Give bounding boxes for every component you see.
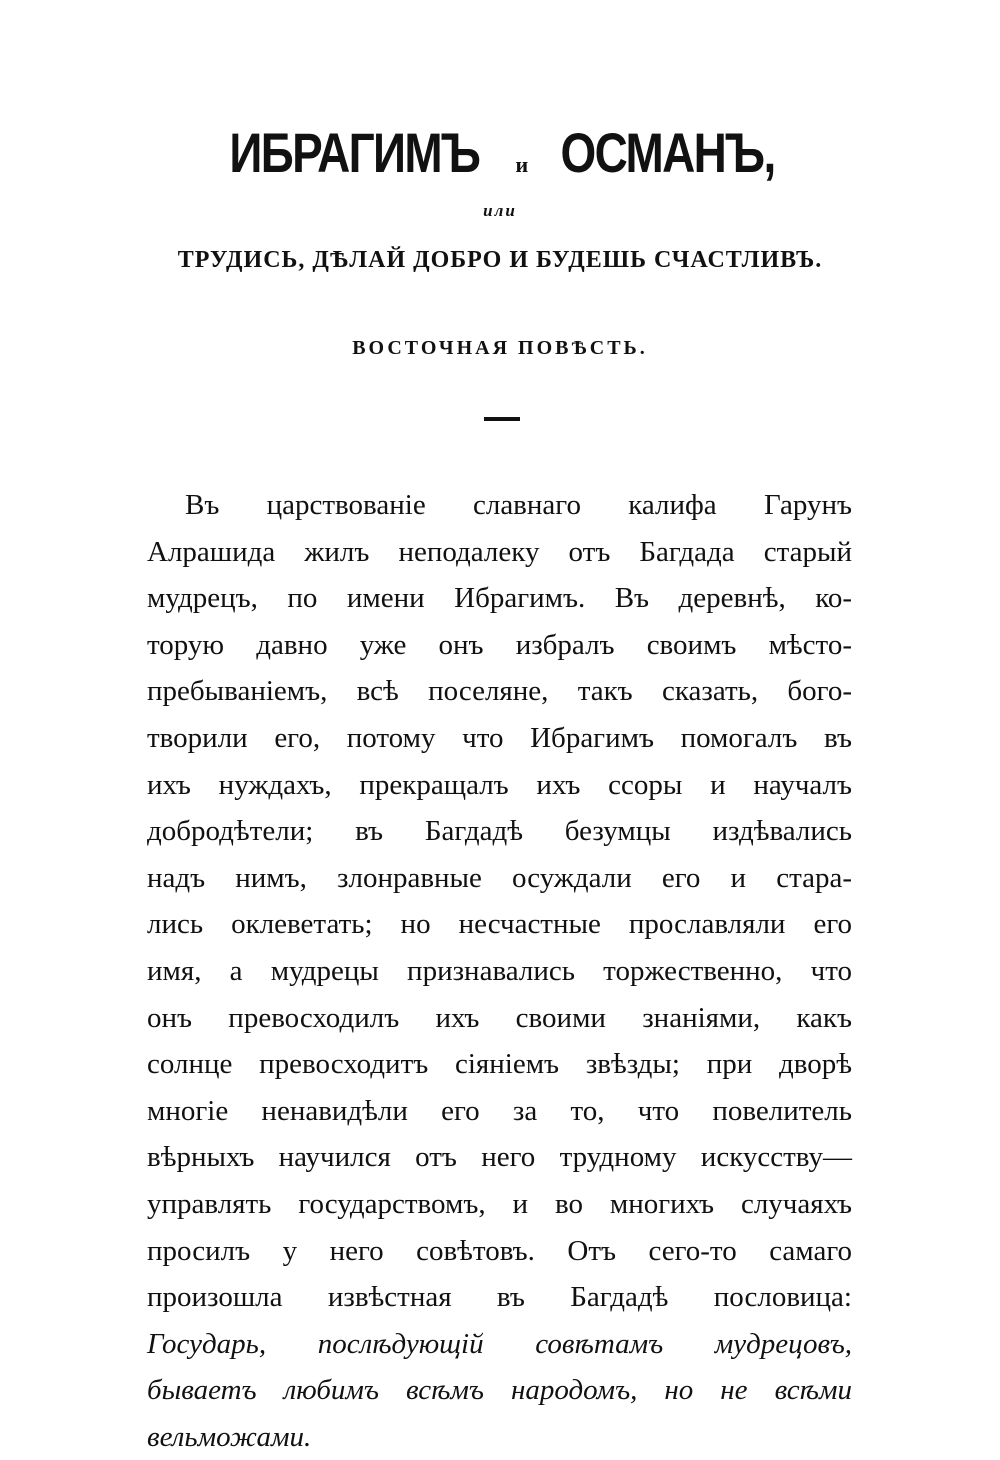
title-name-osman: ОСМАНЪ, (560, 121, 775, 184)
text-line: онъ превосходилъ ихъ своими знаніями, какъ (147, 1001, 852, 1034)
text-line: лись оклеветать; но несчастные прославляли его (147, 908, 852, 941)
text-line: пребываніемъ, всѣ поселяне, такъ сказать, бого- (147, 675, 852, 708)
title-name-ibragim: ИБРАГИМЪ (229, 121, 479, 184)
text-line: произошла извѣстная въ Багдадѣ пословица: (147, 1281, 852, 1314)
proverb-line: вельможами. (147, 1420, 312, 1453)
body-paragraph (147, 482, 852, 1460)
text-line: торую давно уже онъ избралъ своимъ мѣсто- (147, 628, 852, 661)
text-line: многіе ненавидѣли его за то, что повелитель (147, 1094, 852, 1127)
page-title (0, 118, 1000, 188)
proverb-line: Государь, послѣдующій совѣтамъ мудрецовъ, (147, 1327, 852, 1360)
text-line: ихъ нуждахъ, прекращалъ ихъ ссоры и научалъ (147, 768, 852, 801)
text-line: просилъ у него совѣтовъ. Отъ сего-то самаго (147, 1234, 852, 1267)
text-line: управлять государствомъ, и во многихъ случаяхъ (147, 1187, 852, 1220)
text-line: солнце превосходитъ сіяніемъ звѣзды; при дворѣ (147, 1048, 852, 1081)
proverb-line: бываетъ любимъ всѣмъ народомъ, но не всѣми (147, 1374, 852, 1407)
text-line: имя, а мудрецы признавались торжественно, что (147, 954, 852, 987)
section-divider (484, 417, 520, 421)
page-subtitle: ТРУДИСЬ, ДѢЛАЙ ДОБРО И БУДЕШЬ СЧАСТЛИВЪ. (177, 247, 823, 273)
title-or: или (483, 201, 517, 220)
genre-heading: ВОСТОЧНАЯ ПОВѢСТЬ. (352, 337, 648, 359)
text-line: вѣрныхъ научился отъ него трудному искусству— (147, 1141, 852, 1174)
text-line: Въ царствованіе славнаго калифа Гарунъ (185, 489, 852, 521)
text-line: надъ нимъ, злонравные осуждали его и стара- (147, 861, 852, 894)
text-line: мудрецъ, по имени Ибрагимъ. Въ деревнѣ, ко- (147, 582, 852, 615)
title-conjunction: и (515, 152, 529, 177)
text-line: добродѣтели; въ Багдадѣ безумцы издѣвались (147, 815, 852, 848)
text-line: Алрашида жилъ неподалеку отъ Багдада старый (147, 535, 852, 568)
text-line: творили его, потому что Ибрагимъ помогалъ въ (147, 721, 852, 754)
